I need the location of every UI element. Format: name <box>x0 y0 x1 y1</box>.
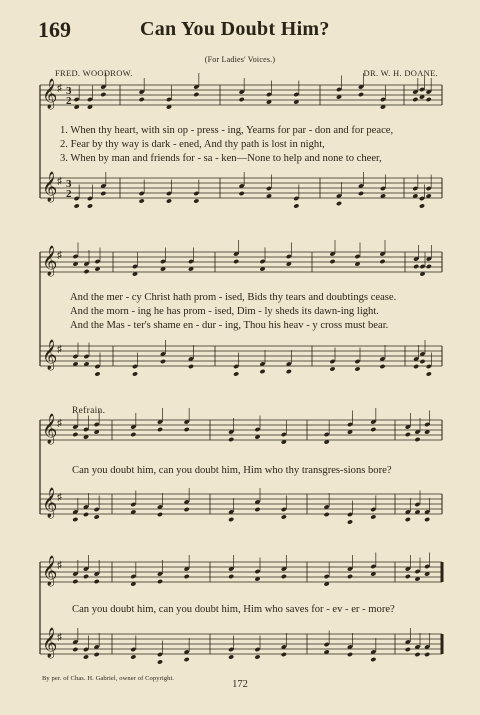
refrain-label: Refrain. <box>72 406 106 416</box>
note-head <box>166 198 172 203</box>
note-head <box>228 654 234 659</box>
note-head <box>132 371 138 376</box>
note-head <box>358 92 364 97</box>
note-head <box>74 203 80 208</box>
note-head <box>83 269 89 274</box>
sharp-icon: ♯ <box>57 492 62 503</box>
note-head <box>412 97 418 102</box>
note-head <box>419 203 425 208</box>
note-head <box>414 437 420 442</box>
note-head <box>72 579 78 584</box>
note-head <box>347 519 353 524</box>
refrain-line-1: Can you doubt him, can you doubt him, Him who thy transgres-sions bore? <box>72 465 392 476</box>
note-head <box>157 579 163 584</box>
note-head <box>239 191 245 196</box>
note-head <box>254 654 260 659</box>
verse-3-line-1: 3. When by man and friends for - sa - ken—None to help and none to cheer, <box>60 153 382 164</box>
note-head <box>405 647 411 652</box>
note-head <box>424 652 430 657</box>
note-head <box>94 514 100 519</box>
note-head <box>259 369 265 374</box>
note-head <box>347 574 353 579</box>
composer-credit: DR. W. H. DOANE. <box>363 68 438 78</box>
sharp-icon: ♯ <box>57 250 62 261</box>
note-head <box>94 579 100 584</box>
treble-clef-icon: 𝄞 <box>42 488 58 518</box>
note-head <box>94 652 100 657</box>
note-head <box>184 507 190 512</box>
note-head <box>87 203 93 208</box>
copyright-credit: By per. of Chas. H. Gabriel, owner of Copyright. <box>42 675 175 682</box>
page-number: 172 <box>232 679 248 690</box>
sharp-icon: ♯ <box>57 83 62 94</box>
note-head <box>184 427 190 432</box>
note-head <box>130 654 136 659</box>
hymn-title: Can You Doubt Him? <box>140 18 330 40</box>
time-signature-digit: 3 <box>66 85 72 97</box>
note-head <box>228 574 234 579</box>
note-head <box>379 259 385 264</box>
note-head <box>405 517 411 522</box>
note-head <box>130 432 136 437</box>
note-head <box>329 259 335 264</box>
note-head <box>414 652 420 657</box>
note-head <box>83 654 89 659</box>
sharp-icon: ♯ <box>57 560 62 571</box>
note-head <box>405 574 411 579</box>
treble-clef-icon: 𝄞 <box>42 414 58 444</box>
voices-note: (For Ladies' Voices.) <box>204 55 276 64</box>
note-head <box>160 359 166 364</box>
note-head <box>426 97 432 102</box>
treble-clef-icon: 𝄞 <box>42 628 58 658</box>
sharp-icon: ♯ <box>57 418 62 429</box>
note-head <box>139 198 145 203</box>
note-head <box>228 517 234 522</box>
verse-2-line-1: 2. Fear by thy way is dark - ened, And thy path is lost in night, <box>60 139 325 150</box>
note-head <box>379 364 385 369</box>
note-head <box>358 191 364 196</box>
note-head <box>233 371 239 376</box>
note-head <box>157 427 163 432</box>
note-head <box>329 366 335 371</box>
note-head <box>413 264 419 269</box>
verse-1-line-1: 1. When thy heart, with sin op - press - ing, Yearns for par - don and for peace, <box>60 125 394 136</box>
note-head <box>72 647 78 652</box>
note-head <box>370 657 376 662</box>
treble-clef-icon: 𝄞 <box>42 340 58 370</box>
time-signature-digit: 2 <box>66 95 72 107</box>
treble-clef-icon: 𝄞 <box>42 556 58 586</box>
note-head <box>286 369 292 374</box>
note-head <box>281 652 287 657</box>
note-head <box>188 364 194 369</box>
note-head <box>72 432 78 437</box>
note-head <box>83 574 89 579</box>
note-head <box>94 371 100 376</box>
note-head <box>157 512 163 517</box>
sharp-icon: ♯ <box>57 176 62 187</box>
verse-3-line-2: And the Mas - ter's shame en - dur - ing, Thou his heav - y cross must bear. <box>70 320 389 331</box>
refrain-line-2: Can you doubt him, can you doubt him, Him who saves for - ev - er - more? <box>72 604 395 615</box>
note-head <box>281 514 287 519</box>
note-head <box>193 198 199 203</box>
sharp-icon: ♯ <box>57 632 62 643</box>
note-head <box>419 359 425 364</box>
note-head <box>72 517 78 522</box>
note-head <box>293 203 299 208</box>
note-head <box>354 366 360 371</box>
note-head <box>184 657 190 662</box>
note-head <box>424 517 430 522</box>
time-signature-digit: 3 <box>66 178 72 190</box>
verse-2-line-2: And the morn - ing he has prom - ised, Dim - ly sheds its dawn-ing light. <box>70 306 379 317</box>
treble-clef-icon: 𝄞 <box>42 79 58 109</box>
time-signature-digit: 2 <box>66 188 72 200</box>
note-head <box>426 264 432 269</box>
note-head <box>100 191 106 196</box>
note-head <box>336 201 342 206</box>
note-head <box>228 437 234 442</box>
note-head <box>347 652 353 657</box>
note-head <box>239 97 245 102</box>
note-head <box>281 574 287 579</box>
note-head <box>426 371 432 376</box>
lyricist-credit: FRED. WOODROW. <box>55 68 133 78</box>
note-head <box>83 512 89 517</box>
note-head <box>157 659 163 664</box>
note-head <box>405 432 411 437</box>
treble-clef-icon: 𝄞 <box>42 172 58 202</box>
note-head <box>184 574 190 579</box>
sharp-icon: ♯ <box>57 344 62 355</box>
note-head <box>139 97 145 102</box>
note-head <box>254 507 260 512</box>
note-head <box>324 512 330 517</box>
note-head <box>370 514 376 519</box>
verse-1-line-2: And the mer - cy Christ hath prom - ised, Bids thy tears and doubtings cease. <box>70 292 397 303</box>
note-head <box>233 259 239 264</box>
treble-clef-icon: 𝄞 <box>42 246 58 276</box>
note-head <box>370 427 376 432</box>
hymn-number: 169 <box>38 17 71 42</box>
note-head <box>100 92 106 97</box>
note-head <box>193 92 199 97</box>
note-head <box>413 364 419 369</box>
